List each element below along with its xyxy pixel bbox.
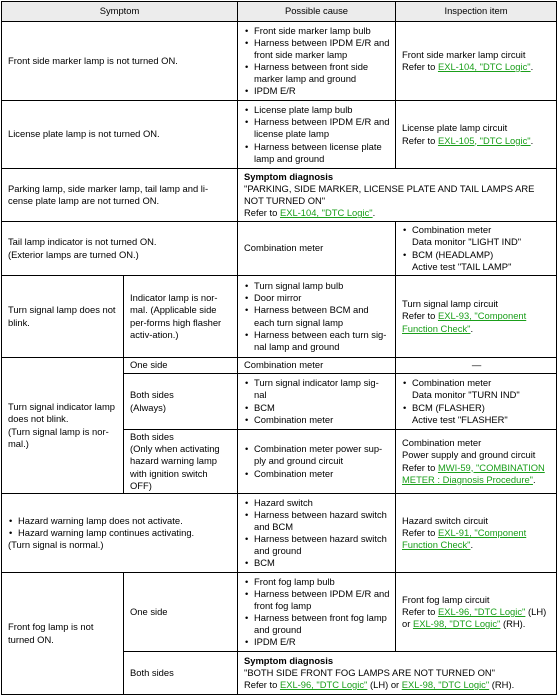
condition-cell: One side [124, 358, 238, 374]
period-text: . [530, 61, 534, 72]
header-symptom: Symptom [2, 2, 238, 22]
condition-text: Both sides [130, 389, 174, 401]
table-header-row [2, 2, 557, 22]
symptom-note: (Turn signal lamp is nor-mal.) [8, 425, 109, 449]
cause-cell: Combination meter [238, 222, 396, 276]
diagnosis-title: Symptom diagnosis [244, 170, 334, 182]
symptom-note: (Exterior lamps are turned ON.) [8, 248, 139, 260]
inspection-item [402, 377, 551, 401]
header-possible-cause: Possible cause [238, 2, 396, 22]
period-text: . [470, 539, 474, 551]
inspection-title: Combination meter [402, 437, 482, 449]
inspection-item [402, 249, 551, 273]
cause-cell [238, 494, 396, 573]
refer-text: Refer to [402, 605, 438, 617]
reference-link-lh[interactable]: EXL-96, "DTC Logic" [279, 679, 368, 691]
period-text: . [470, 322, 474, 334]
inspection-title: Front fog lamp circuit [402, 593, 490, 605]
reference-link[interactable]: EXL-104, "DTC Logic" [279, 207, 373, 219]
table-row [2, 276, 557, 358]
period-text: . [530, 134, 534, 146]
inspection-item [402, 402, 551, 426]
table-row [2, 494, 557, 573]
side-text: (LH) [525, 605, 547, 617]
table-row [2, 573, 557, 652]
symptom-cell [2, 494, 238, 573]
reference-link-lh[interactable]: EXL-96, "DTC Logic" [437, 605, 526, 617]
symptom-cell: Parking lamp, side marker lamp, tail lamp and li-cense plate lamp are not turned ON. [2, 169, 238, 222]
cause-item: • IPDM E/R [244, 85, 390, 97]
cause-cell [238, 573, 396, 652]
header-inspection-item: Inspection item [396, 2, 557, 22]
inspection-subtext: Active test "FLASHER" [412, 413, 508, 425]
condition-note: (Only when activating hazard warning lamp with ignition switch OFF) [130, 443, 220, 491]
cause-item: • IPDM E/R [244, 636, 390, 648]
inspection-subtitle: Power supply and ground circuit [402, 449, 536, 461]
table-row [2, 169, 557, 222]
reference-link[interactable]: EXL-93, "Component Function Check" [402, 310, 527, 334]
cause-item: • Harness between license plate lamp and ground [244, 141, 390, 165]
refer-text: Refer to [402, 526, 438, 538]
inspection-text: BCM (FLASHER) [412, 401, 485, 413]
cause-item: • Harness between IPDM E/R and license plate lamp [244, 116, 390, 140]
reference-link-rh[interactable]: EXL-98, "DTC Logic" [412, 618, 501, 630]
reference-link-rh[interactable]: EXL-98, "DTC Logic" [401, 679, 490, 691]
table-row [2, 101, 557, 169]
refer-text: Refer to [402, 61, 438, 72]
refer-text: Refer to [402, 134, 438, 146]
inspection-cell [396, 276, 557, 358]
side-text: (RH). [489, 679, 515, 691]
cause-item: • Turn signal lamp bulb [244, 280, 390, 292]
cause-item: • Harness between IPDM E/R and front side marker lamp [244, 37, 390, 61]
symptom-cell: Turn signal lamp does not blink. [2, 276, 124, 358]
table-row [2, 22, 557, 101]
refer-text: Refer to [244, 207, 280, 219]
symptom-item: • Hazard warning lamp does not activate. [8, 515, 232, 527]
symptom-cell [2, 222, 238, 276]
table-row [2, 222, 557, 276]
inspection-item [402, 224, 551, 248]
cause-item: • Harness between each turn sig-nal lamp and ground [244, 329, 390, 353]
condition-cell: One side [124, 573, 238, 652]
inspection-subtext: Data monitor "LIGHT IND" [412, 236, 522, 248]
cause-item: • BCM [244, 557, 390, 569]
refer-text: Refer to [244, 679, 280, 691]
cause-item: • Turn signal indicator lamp sig-nal [244, 377, 390, 401]
inspection-cell [396, 573, 557, 652]
diagnosis-title: Symptom diagnosis [244, 654, 334, 666]
or-text: or [402, 618, 413, 630]
period-text: . [372, 207, 376, 219]
cause-item: • Harness between front side marker lamp and ground [244, 61, 390, 85]
symptom-cell: License plate lamp is not turned ON. [2, 101, 238, 169]
reference-link[interactable]: EXL-105, "DTC Logic" [437, 134, 531, 146]
inspection-title: Front side marker lamp circuit [402, 48, 526, 60]
symptom-cell: Front fog lamp is not turned ON. [2, 573, 124, 695]
cause-item: • Hazard switch [244, 497, 390, 509]
symptom-diagnosis-cell [238, 652, 557, 695]
reference-link[interactable]: EXL-104, "DTC Logic" [437, 61, 531, 72]
symptom-text: Tail lamp indicator is not turned ON. [8, 236, 157, 248]
condition-cell: Both sides [124, 652, 238, 695]
symptom-item: • Hazard warning lamp continues activating. [8, 527, 232, 539]
cause-item: • Combination meter power sup-ply and ground circuit [244, 443, 390, 467]
cause-item: • Front fog lamp bulb [244, 576, 390, 588]
cause-item: • License plate lamp bulb [244, 104, 390, 116]
inspection-title: Hazard switch circuit [402, 514, 488, 526]
period-text: . [532, 473, 536, 485]
inspection-cell [396, 222, 557, 276]
cause-item: • Harness between BCM and each turn signal lamp [244, 304, 390, 328]
cause-item: • Combination meter [244, 468, 390, 480]
inspection-subtext: Data monitor "TURN IND" [412, 389, 520, 401]
refer-text: Refer to [402, 461, 438, 473]
inspection-text: Combination meter [412, 377, 492, 389]
reference-link[interactable]: EXL-91, "Component Function Check" [402, 526, 527, 551]
inspection-cell: — [396, 358, 557, 374]
inspection-title: Turn signal lamp circuit [402, 298, 499, 310]
symptom-cell [2, 358, 124, 494]
condition-cell: Indicator lamp is nor-mal. (Applicable side per-forms high flasher activ-ation.) [124, 276, 238, 358]
reference-link[interactable]: MWI-59, "COMBINATION METER : Diagnosis Procedure" [402, 461, 545, 485]
cause-item: • Combination meter [244, 414, 390, 426]
inspection-text: Combination meter [412, 224, 492, 236]
side-text: (RH). [500, 618, 526, 630]
cause-cell: Combination meter [238, 358, 396, 374]
table-row [2, 358, 557, 374]
condition-text: Both sides [130, 431, 174, 443]
symptom-cell: Front side marker lamp is not turned ON. [2, 22, 238, 101]
cause-cell [238, 22, 396, 101]
symptom-text: Turn signal indicator lamp does not blink. [8, 401, 115, 425]
cause-cell [238, 276, 396, 358]
inspection-subtext: Active test "TAIL LAMP" [412, 260, 512, 272]
inspection-cell [396, 494, 557, 573]
inspection-cell [396, 22, 557, 101]
cause-cell [238, 101, 396, 169]
cause-cell [238, 374, 396, 430]
cause-item: • Harness between hazard switch and BCM [244, 509, 390, 533]
cause-item: • Door mirror [244, 292, 390, 304]
cause-item: • Front side marker lamp bulb [244, 25, 390, 37]
cause-cell [238, 430, 396, 494]
inspection-cell [396, 430, 557, 494]
condition-note: (Always) [130, 401, 166, 413]
symptom-table [1, 1, 557, 695]
inspection-title: License plate lamp circuit [402, 122, 508, 134]
cause-item: • Harness between hazard switch and ground [244, 533, 390, 557]
side-text: (LH) or [367, 679, 402, 691]
diagnosis-text: "BOTH SIDE FRONT FOG LAMPS ARE NOT TURNED ON" [244, 666, 495, 678]
diagnosis-text: "PARKING, SIDE MARKER, LICENSE PLATE AND TAIL LAMPS ARE NOT TURNED ON" [244, 182, 535, 206]
condition-cell [124, 374, 238, 430]
inspection-text: BCM (HEADLAMP) [412, 248, 494, 260]
inspection-cell [396, 374, 557, 430]
symptom-note: (Turn signal is normal.) [8, 539, 104, 551]
symptom-diagnosis-cell [238, 169, 557, 222]
cause-item: • Harness between IPDM E/R and front fog lamp [244, 588, 390, 612]
inspection-cell [396, 101, 557, 169]
condition-cell [124, 430, 238, 494]
cause-item: • BCM [244, 402, 390, 414]
refer-text: Refer to [402, 310, 438, 322]
cause-item: • Harness between front fog lamp and ground [244, 612, 390, 636]
